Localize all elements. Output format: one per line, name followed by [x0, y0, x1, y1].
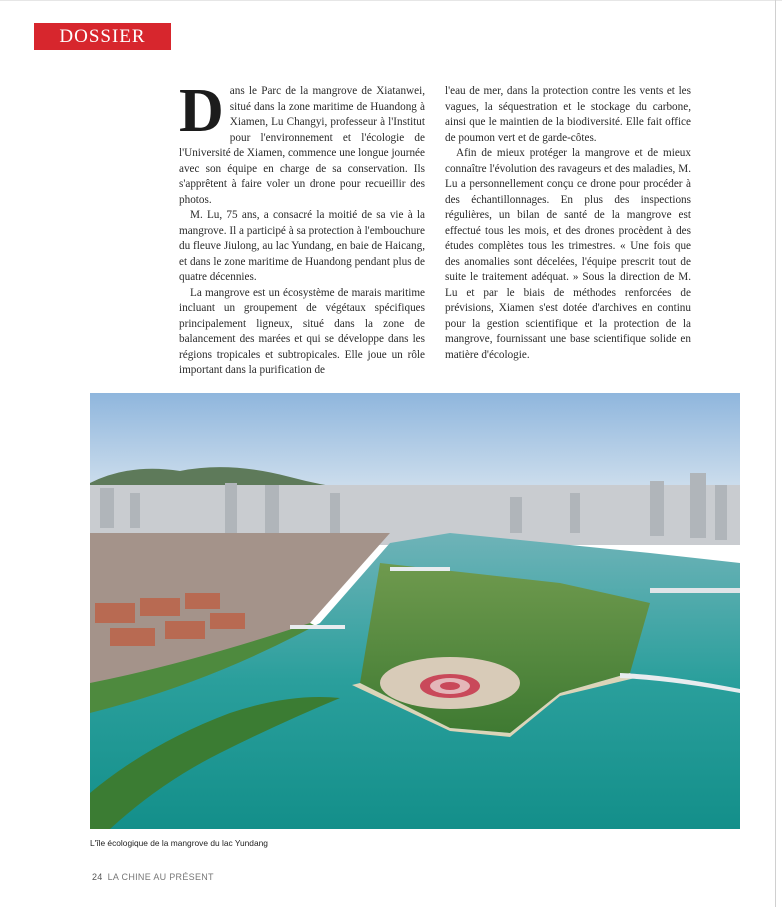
bridge: [290, 625, 345, 629]
article-paragraph: Afin de mieux protéger la mangrove et de mieux connaître l'évolution des ravageurs et des maladies, M. Lu a personnellement conçu ce drone pour procéder à des échantillonnages. En plus des inspections régulières, un bilan de santé de la mangrove est effectué tous les mois, et des drones procèdent à des études complètes tous les trimestres. « Une fois que des anomalies sont décelées, l'équipe prescrit tout de suite le traitement adéquat. » Sous la direction de M. Lu et par le biais de méthodes renforcées de prévisions, Xiamen s'est dotée d'archives en continu pour la gestion scientifique et la protection de la mangrove, fournissant une base scientifique solide en matière d'écologie.: [445, 147, 691, 361]
section-label: DOSSIER: [34, 23, 171, 50]
bridge: [650, 588, 740, 593]
page-top-border: [0, 0, 782, 1]
article-paragraph: l'eau de mer, dans la protection contre les vents et les vagues, la séquestration et le stockage du carbone, ainsi que le maintien de la biodiversité. Elle fait office de poumon vert et de garde-côtes.: [445, 85, 691, 144]
drop-cap: D: [179, 77, 224, 145]
article-paragraph: Dans le Parc de la mangrove de Xiatanwei, situé dans la zone maritime de Huandong à Xiamen, Lu Changyi, professeur à l'Institut pour l'environnement et l'écologie de l'Université de Xiamen, commence une longue journée avec son équipe en charge de sa conservation. Ils s'apprêtent à faire voler un drone pour recueillir des photos.: [179, 77, 425, 206]
page-footer: [92, 872, 214, 882]
article-paragraph: La mangrove est un écosystème de marais maritime incluant un groupement de végétaux spécifiques principalement ligneux, situé dans la zone de balancement des marées et qui se développe dans les régions tropicales et subtropicales. Elle joue un rôle important dans la purification de: [179, 286, 425, 376]
photo-caption: L'île écologique de la mangrove du lac Yundang: [90, 838, 268, 848]
bridge: [390, 567, 450, 571]
magazine-title: LA CHINE AU PRÉSENT: [107, 872, 214, 882]
page-right-border: [775, 0, 776, 907]
aerial-photo: [90, 393, 740, 829]
article-column-left: [179, 77, 425, 379]
page-number: 24: [92, 872, 103, 882]
article-column-right: [445, 84, 691, 363]
article-paragraph: M. Lu, 75 ans, a consacré la moitié de sa vie à la mangrove. Il a participé à sa protection à l'embouchure du fleuve Jiulong, au lac Yundang, en baie de Haicang, et dans le zone maritime de Huandong pendant plus de quatre décennies.: [179, 209, 425, 283]
